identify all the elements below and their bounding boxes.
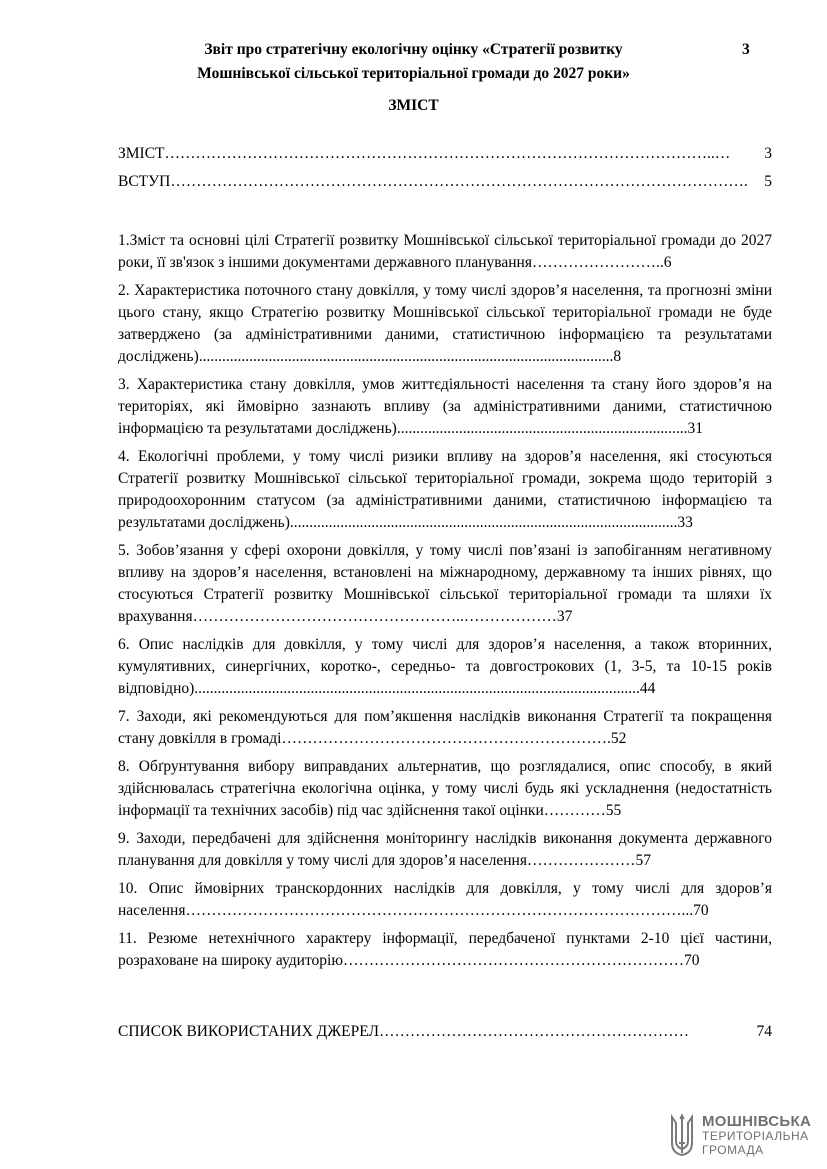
toc-title: ЗМІСТ — [388, 97, 439, 114]
toc-entry-leader: …………………………………………………………………………………………………. — [170, 173, 748, 190]
toc-entry-label: 1.Зміст та основні цілі Стратегії розвитку Мошнівської сільської територіальної громади до 2027 роки, її зв'язок з іншими документами державного планування — [118, 232, 772, 271]
toc-entry-page: 74 — [756, 1023, 772, 1040]
toc-entry-page: 55 — [605, 802, 622, 819]
community-logo — [668, 1110, 818, 1162]
toc-entry-page: 3 — [764, 145, 772, 162]
toc-entry-vstup[interactable] — [118, 171, 772, 193]
toc-entry-leader: ................................................................................................................... — [194, 680, 640, 697]
toc-entry-label: 11. Резюме нетехнічного характеру інформації, передбаченої пунктами 2-10 цієї частини, розраховане на широку аудиторію — [118, 930, 772, 969]
logo-line3: ГРОМАДА — [702, 1143, 764, 1157]
header-title-line2: Мошнівської сільської територіальної громади до 2027 роки» — [197, 65, 630, 82]
logo-line1: МОШНІВСЬКА — [702, 1113, 812, 1130]
toc-entry-9[interactable] — [118, 828, 772, 872]
toc-entry-leader: ………………… — [526, 852, 636, 869]
toc-entry-label: ВСТУП — [118, 173, 171, 190]
spacer — [118, 978, 772, 1021]
toc-entry-page: 6 — [663, 254, 672, 271]
toc-entry-page: 37 — [556, 608, 573, 625]
toc-entry-label: 5. Зобов’язання у сфері охорони довкілля, у тому числі пов’язані із запобіганням негативному впливу на здоров’я населення, встановлені на міжнародному, державному та інших рівнях, що стосуються Стратегії розвитку Мошнівської сільської територіальної громади та шляхи їх врахування — [118, 542, 772, 625]
toc-entry-page: 33 — [677, 514, 693, 531]
toc-entry-page: 31 — [687, 420, 703, 437]
toc-entry-leader: .................................................................................................... — [289, 514, 678, 531]
header-title-line1: Звіт про стратегічну екологічну оцінку «Стратегії розвитку — [204, 41, 623, 58]
toc-entry-leader: ………… — [543, 802, 606, 819]
toc-entry-5[interactable] — [118, 540, 772, 628]
toc-entry-page: 70 — [693, 902, 709, 919]
toc-entry-7[interactable] — [118, 706, 772, 750]
toc-entry-8[interactable] — [118, 756, 772, 822]
toc-entry-leader: ........................................................................................................... — [198, 348, 614, 365]
toc-entry-6[interactable] — [118, 634, 772, 700]
toc-entry-label: СПИСОК ВИКОРИСТАНИХ ДЖЕРЕЛ — [118, 1023, 379, 1040]
toc-entry-leader: …………………………………………………… — [378, 1023, 689, 1040]
toc-entry-leader: ……………………………………………..……………… — [192, 608, 557, 625]
toc-entry-leader: ........................................................................... — [396, 420, 688, 437]
trident-icon — [668, 1113, 696, 1159]
toc-entry-page: 57 — [635, 852, 651, 869]
toc-entry-10[interactable] — [118, 878, 772, 922]
toc-entry-leader: ………………………………………………………… — [342, 952, 684, 969]
toc-entry-leader: ………………………………………………………. — [281, 730, 611, 747]
toc-entry-page: 70 — [683, 952, 700, 969]
page-header — [0, 38, 827, 86]
toc-entry-4[interactable] — [118, 446, 772, 534]
logo-text — [702, 1115, 811, 1157]
toc-entry-label: 3. Характеристика стану довкілля, умов життєдіяльності населення та стану його здоров’я на територіях, які ймовірно зазнають впливу (за адміністративними даними, статистичною інформацією та результатами досліджень) — [118, 376, 772, 437]
toc-entry-label: 7. Заходи, які рекомендуються для пом’якшення наслідків виконання Стратегії та покращення стану довкілля в громаді — [118, 708, 772, 747]
toc-entry-label: 8. Обґрунтування вибору виправданих альтернатив, що розглядалися, опис способу, в який здійснювалась стратегічна екологічна оцінка, у тому числі будь які ускладнення (недостатність інформації та технічних засобів) під час здійснення такої оцінки — [118, 758, 772, 819]
table-of-contents — [118, 143, 772, 1049]
toc-entry-1[interactable] — [118, 230, 772, 274]
spacer — [118, 199, 772, 230]
toc-entry-2[interactable] — [118, 280, 772, 368]
toc-entry-zmist[interactable] — [118, 143, 772, 165]
toc-entry-label: 2. Характеристика поточного стану довкілля, у тому числі здоров’я населення, та прогнозні зміни цього стану, якщо Стратегію розвитку Мошнівської сільської територіальної громади не буде затверджено (за адміністративними даними, статистичною інформацією та результатами досліджень) — [118, 282, 772, 365]
toc-entry-label: 4. Екологічні проблеми, у тому числі ризики впливу на здоров’я населення, які стосуються Стратегії розвитку Мошнівської сільської територіальної громади, зокрема щодо територій з природоохоронним статусом (за адміністративними даними, статистичною інформацією та результатами досліджень) — [118, 448, 772, 531]
toc-entry-label: 6. Опис наслідків для довкілля, у тому числі для здоров’я населення, а також вторинних, кумулятивних, синергічних, коротко-, середньо- та довгострокових (1, 3-5, та 10-15 років відповідно) — [118, 636, 772, 697]
toc-entry-leader: ……………………………………………………………………………………………..… — [164, 145, 731, 162]
toc-entry-11[interactable] — [118, 928, 772, 972]
toc-entry-page: 44 — [639, 680, 656, 697]
logo-line2: ТЕРИТОРІАЛЬНА — [702, 1129, 809, 1143]
toc-entry-leader: ……………………………………………………………………………………... — [185, 902, 694, 919]
toc-entry-sources[interactable] — [118, 1021, 772, 1043]
toc-entry-page: 52 — [610, 730, 627, 747]
page-number: 3 — [742, 41, 750, 58]
toc-entry-leader: …………………….. — [531, 254, 664, 271]
toc-entry-page: 5 — [764, 173, 772, 190]
toc-entry-3[interactable] — [118, 374, 772, 440]
toc-entry-label: 10. Опис ймовірних транскордонних наслідків для довкілля, у тому числі для здоров’я населення — [118, 880, 772, 919]
toc-entry-label: ЗМІСТ — [118, 145, 165, 162]
toc-entry-label: 9. Заходи, передбачені для здійснення моніторингу наслідків виконання документа державного планування для довкілля у тому числі для здоров’я населення — [118, 830, 772, 869]
toc-entry-page: 8 — [613, 348, 622, 365]
